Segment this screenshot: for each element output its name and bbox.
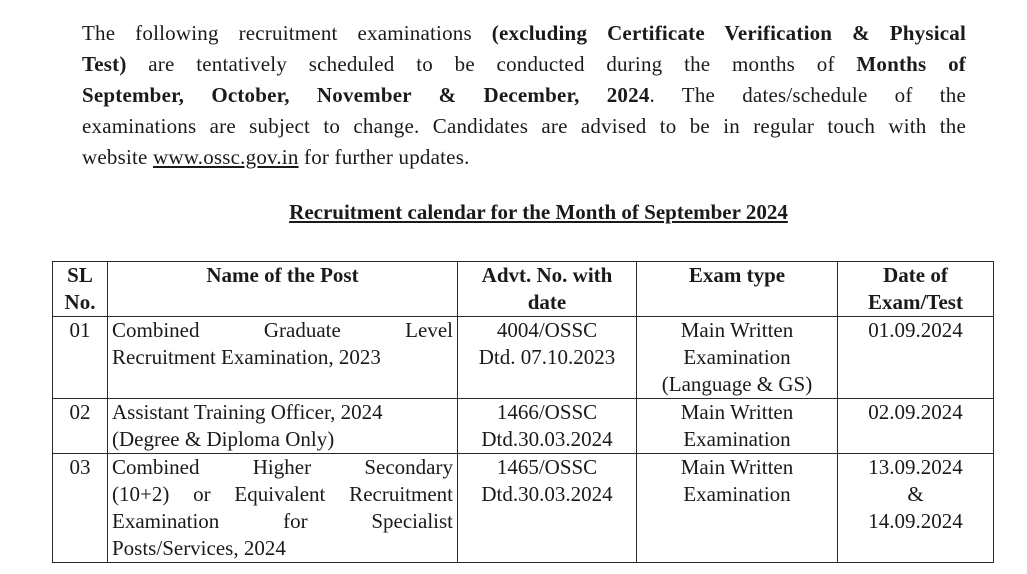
intro-bold-months: September, October, November & December, 2024 [82,83,650,107]
header-exam-type: Exam type [637,262,838,317]
cell-date: 13.09.2024 & 14.09.2024 [838,454,994,563]
header-exam-date: Date of Exam/Test [838,262,994,317]
cell-post: Combined Higher Secondary (10+2) or Equivalent Recruitment Examination for Specialist Posts/Services, 2024 [108,454,458,563]
header-sl-no: SL No. [53,262,108,317]
header-advt-no: Advt. No. with date [458,262,637,317]
recruitment-calendar-table [52,261,994,563]
cell-post: Combined Graduate Level Recruitment Examination, 2023 [108,317,458,399]
intro-paragraph [82,18,966,173]
cell-sl: 01 [53,317,108,399]
header-post-name: Name of the Post [108,262,458,317]
cell-sl: 02 [53,399,108,454]
intro-line-5: website www.ossc.gov.in for further updates. [82,145,470,169]
cell-exam: Main Written Examination [637,399,838,454]
cell-exam: Main Written Examination (Language & GS) [637,317,838,399]
calendar-title: Recruitment calendar for the Month of September 2024 [289,200,788,224]
table-header-row [53,262,994,317]
cell-exam: Main Written Examination [637,454,838,563]
table-row [53,317,994,399]
cell-date: 02.09.2024 [838,399,994,454]
intro-line-4: examinations are subject to change. Candidates are advised to be in regular touch with the [82,114,966,138]
ossc-website-link[interactable]: www.ossc.gov.in [153,145,299,169]
cell-sl: 03 [53,454,108,563]
cell-advt: 1466/OSSC Dtd.30.03.2024 [458,399,637,454]
cell-advt: 1465/OSSC Dtd.30.03.2024 [458,454,637,563]
intro-line-3: September, October, November & December, 2024. The dates/schedule of the [82,83,966,107]
intro-line-1: The following recruitment examinations (excluding Certificate Verification & Physical [82,21,967,45]
cell-advt: 4004/OSSC Dtd. 07.10.2023 [458,317,637,399]
intro-bold-exclusion: (excluding Certificate Verification & Physical [491,21,967,45]
cell-post: Assistant Training Officer, 2024 (Degree & Diploma Only) [108,399,458,454]
cell-date: 01.09.2024 [838,317,994,399]
table-row [53,399,994,454]
intro-line-2: Test) are tentatively scheduled to be conducted during the months of Months of [82,52,966,76]
table-row [53,454,994,563]
